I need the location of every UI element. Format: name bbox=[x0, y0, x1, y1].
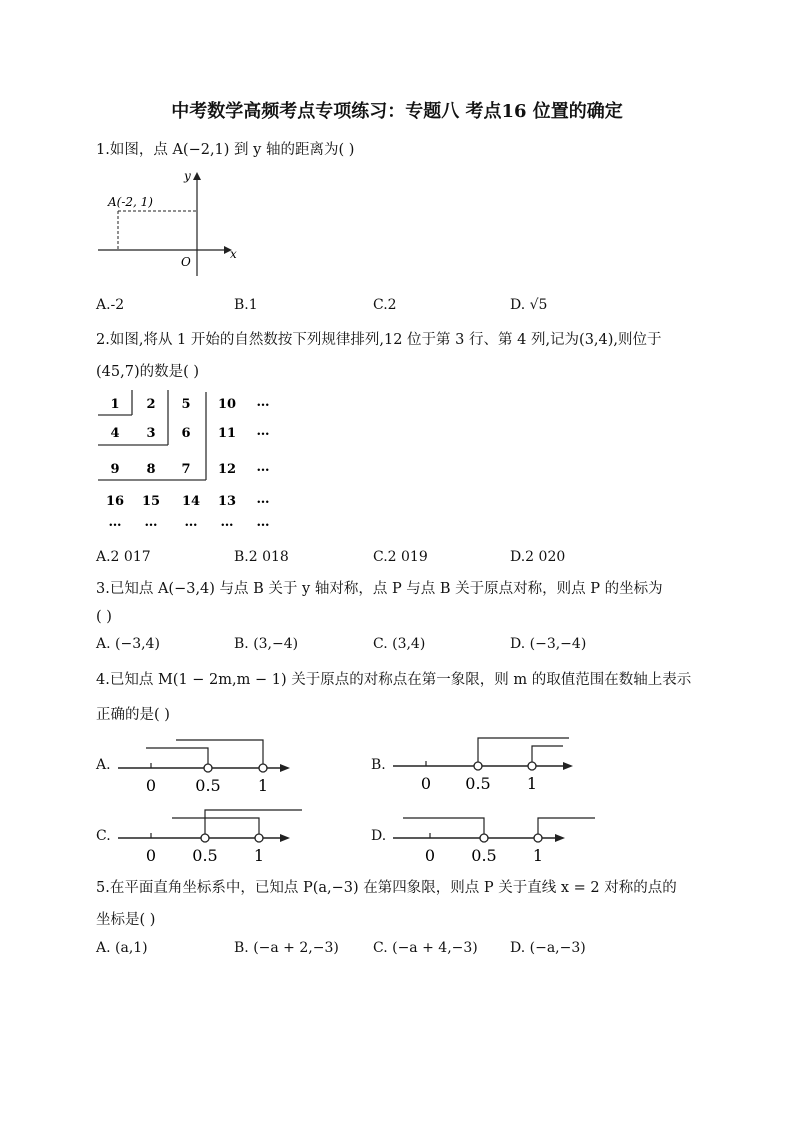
q4-number-line-d bbox=[391, 806, 601, 866]
grid-cell: … bbox=[144, 515, 158, 530]
q4-number-line-b bbox=[391, 734, 581, 794]
tick-label: 1 bbox=[253, 846, 265, 865]
q1-option-c: C.2 bbox=[373, 297, 397, 313]
q4-stem-line2: 正确的是( ) bbox=[96, 707, 170, 723]
q2-number-grid bbox=[96, 388, 286, 538]
q2-option-c: C.2 019 bbox=[373, 549, 428, 565]
q1-stem: 1.如图，点 A(−2,1) 到 y 轴的距离为( ) bbox=[96, 142, 355, 158]
q3-option-d: D. (−3,−4) bbox=[510, 636, 587, 652]
q5-option-b: B. (−a + 2,−3) bbox=[234, 940, 339, 956]
tick-label: 1 bbox=[257, 776, 269, 795]
q5-option-d: D. (−a,−3) bbox=[510, 940, 586, 956]
x-axis-label: x bbox=[230, 247, 237, 261]
q5-stem-line2: 坐标是( ) bbox=[96, 912, 156, 928]
grid-cell: 2 bbox=[146, 397, 156, 412]
grid-cell: 16 bbox=[105, 494, 125, 509]
grid-cell: 12 bbox=[217, 462, 237, 477]
y-axis-label: y bbox=[184, 169, 191, 183]
q4-option-c: C. bbox=[96, 828, 111, 844]
q3-stem-line1: 3.已知点 A(−3,4) 与点 B 关于 y 轴对称，点 P 与点 B 关于原点对称，则点 P 的坐标为 bbox=[96, 581, 663, 597]
tick-label: 0 bbox=[145, 846, 157, 865]
q4-option-b: B. bbox=[371, 757, 386, 773]
tick-label: 0 bbox=[420, 774, 432, 793]
tick-label: 0.5 bbox=[471, 846, 497, 865]
q2-option-d: D.2 020 bbox=[510, 549, 566, 565]
q3-option-a: A. (−3,4) bbox=[96, 636, 160, 652]
grid-cell: … bbox=[220, 515, 234, 530]
grid-cell: 15 bbox=[141, 494, 161, 509]
q4-option-a: A. bbox=[96, 757, 111, 773]
q2-stem-line2: (45,7)的数是( ) bbox=[96, 364, 200, 380]
tick-label: 0.5 bbox=[192, 846, 218, 865]
q5-option-c: C. (−a + 4,−3) bbox=[373, 940, 478, 956]
q3-stem-line2: ( ) bbox=[96, 609, 112, 625]
grid-cell: … bbox=[108, 515, 122, 530]
tick-label: 0 bbox=[424, 846, 436, 865]
q4-option-d: D. bbox=[371, 828, 387, 844]
page-title: 中考数学高频考点专项练习：专题八 考点16 位置的确定 bbox=[171, 101, 623, 122]
q1-coordinate-figure bbox=[96, 166, 246, 276]
q1-option-d: D. √5 bbox=[510, 297, 548, 313]
q2-option-a: A.2 017 bbox=[96, 549, 151, 565]
grid-cell: 1 bbox=[110, 397, 120, 412]
grid-cell: 14 bbox=[181, 494, 201, 509]
grid-cell: 8 bbox=[146, 462, 156, 477]
q3-option-b: B. (3,−4) bbox=[234, 636, 299, 652]
grid-cell: 11 bbox=[217, 426, 237, 441]
grid-cell: … bbox=[184, 515, 198, 530]
tick-label: 0 bbox=[145, 776, 157, 795]
grid-cell: 9 bbox=[110, 462, 120, 477]
q3-option-c: C. (3,4) bbox=[373, 636, 426, 652]
grid-cell: … bbox=[256, 460, 270, 475]
grid-cell: 5 bbox=[181, 397, 191, 412]
q5-stem-line1: 5.在平面直角坐标系中，已知点 P(a,−3) 在第四象限，则点 P 关于直线 x = 2 对称的点的 bbox=[96, 880, 677, 896]
q2-option-b: B.2 018 bbox=[234, 549, 289, 565]
q2-stem-line1: 2.如图,将从 1 开始的自然数按下列规律排列,12 位于第 3 行、第 4 列,记为(3,4),则位于 bbox=[96, 332, 662, 348]
point-a-label: A(-2, 1) bbox=[108, 195, 153, 209]
grid-cell: … bbox=[256, 515, 270, 530]
grid-cell: … bbox=[256, 424, 270, 439]
grid-cell: 13 bbox=[217, 494, 237, 509]
grid-cell: … bbox=[256, 492, 270, 507]
grid-cell: … bbox=[256, 395, 270, 410]
q4-number-line-a bbox=[116, 736, 296, 796]
q1-option-a: A.-2 bbox=[96, 297, 125, 313]
grid-cell: 4 bbox=[110, 426, 120, 441]
origin-label: O bbox=[181, 255, 191, 269]
y-axis-arrow bbox=[193, 172, 201, 180]
q1-option-b: B.1 bbox=[234, 297, 258, 313]
grid-cell: 7 bbox=[181, 462, 191, 477]
tick-label: 1 bbox=[532, 846, 544, 865]
grid-cell: 6 bbox=[181, 426, 191, 441]
q5-option-a: A. (a,1) bbox=[96, 940, 148, 956]
tick-label: 0.5 bbox=[465, 774, 491, 793]
tick-label: 1 bbox=[526, 774, 538, 793]
grid-cell: 10 bbox=[217, 397, 237, 412]
tick-label: 0.5 bbox=[195, 776, 221, 795]
q4-stem-line1: 4.已知点 M(1 − 2m,m − 1) 关于原点的对称点在第一象限，则 m 的取值范围在数轴上表示 bbox=[96, 672, 692, 688]
q4-number-line-c bbox=[116, 806, 306, 866]
grid-cell: 3 bbox=[146, 426, 156, 441]
